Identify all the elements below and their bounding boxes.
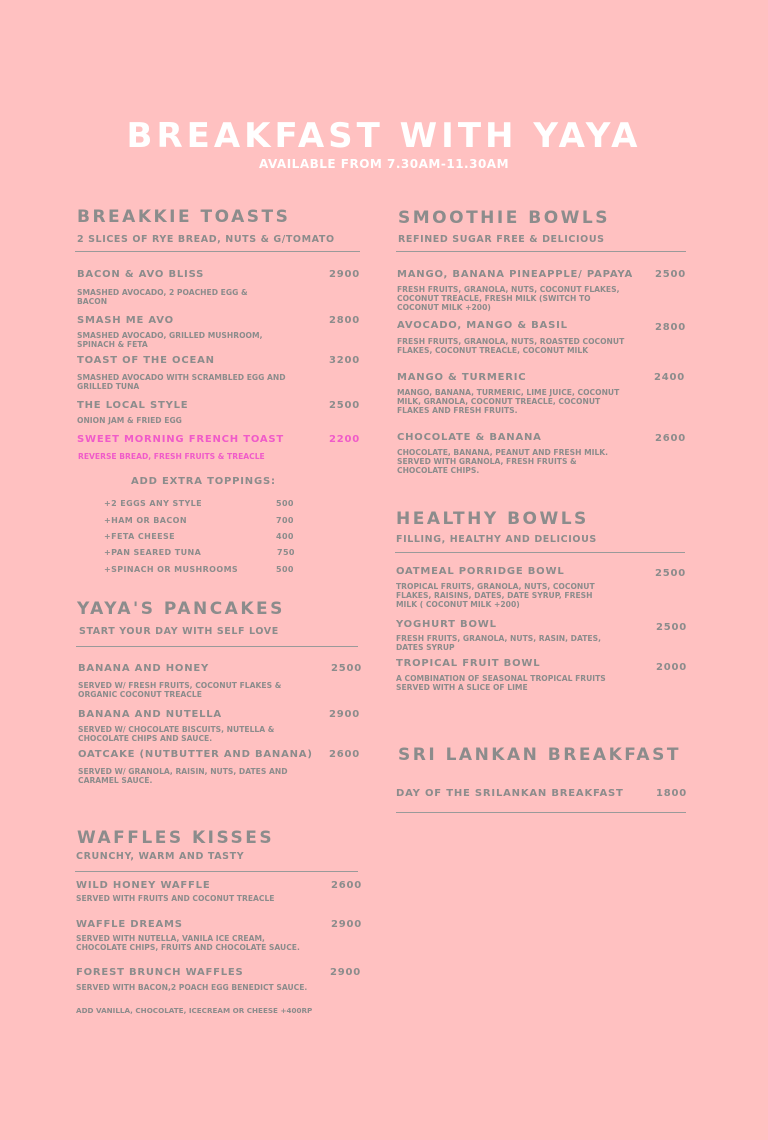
menu-item-price: 2600 bbox=[329, 749, 361, 760]
topping-price: 700 bbox=[276, 516, 294, 525]
section-subtitle-pancakes: START YOUR DAY WITH SELF LOVE bbox=[79, 626, 279, 637]
menu-item-price: 1800 bbox=[656, 788, 688, 799]
menu-item-price: 2900 bbox=[329, 709, 361, 720]
menu-item-name: CHOCOLATE & BANANA bbox=[397, 432, 542, 443]
menu-item-name: TOAST OF THE OCEAN bbox=[77, 355, 215, 366]
section-title-breakkie: BREAKKIE TOASTS bbox=[77, 207, 291, 227]
menu-item-name: BACON & AVO BLISS bbox=[77, 269, 205, 280]
topping-name: +SPINACH OR MUSHROOMS bbox=[104, 565, 239, 574]
menu-item-description: MANGO, BANANA, TURMERIC, LIME JUICE, COCONUT MILK, GRANOLA, COCONUT TREACLE, COCONUT FLAKES AND FRESH FRUITS. bbox=[397, 388, 620, 415]
menu-item-name-featured: SWEET MORNING FRENCH TOAST bbox=[77, 434, 285, 445]
menu-item-description: SERVED W/ CHOCOLATE BISCUITS, NUTELLA & CHOCOLATE CHIPS AND SAUCE. bbox=[78, 725, 275, 743]
topping-price: 500 bbox=[276, 499, 294, 508]
menu-item-price: 3200 bbox=[329, 355, 361, 366]
divider bbox=[75, 871, 358, 872]
toppings-heading: ADD EXTRA TOPPINGS: bbox=[131, 476, 276, 487]
menu-item-description: FRESH FRUITS, GRANOLA, NUTS, ROASTED COCONUT FLAKES, COCONUT TREACLE, COCONUT MILK bbox=[397, 337, 625, 355]
menu-item-price: 2900 bbox=[331, 919, 363, 930]
menu-item-name: YOGHURT BOWL bbox=[396, 619, 497, 630]
menu-item-name: MANGO & TURMERIC bbox=[397, 372, 527, 383]
menu-item-price: 2500 bbox=[656, 622, 688, 633]
menu-item-name: BANANA AND HONEY bbox=[78, 663, 210, 674]
menu-item-name: DAY OF THE SRILANKAN BREAKFAST bbox=[396, 788, 624, 799]
menu-item-description: SERVED WITH FRUITS AND COCONUT TREACLE bbox=[76, 894, 275, 903]
section-title-smoothie: SMOOTHIE BOWLS bbox=[398, 208, 610, 228]
topping-price: 750 bbox=[277, 548, 295, 557]
menu-item-description: CHOCOLATE, BANANA, PEANUT AND FRESH MILK. SERVED WITH GRANOLA, FRESH FRUITS & CHOCOLATE CHIPS. bbox=[397, 448, 609, 475]
menu-item-description: TROPICAL FRUITS, GRANOLA, NUTS, COCONUT FLAKES, RAISINS, DATES, DATE SYRUP, FRESH MILK ( COCONUT MILK +200) bbox=[396, 582, 595, 609]
menu-item-price: 2400 bbox=[654, 372, 686, 383]
topping-name: +FETA CHEESE bbox=[104, 532, 175, 541]
topping-name: +PAN SEARED TUNA bbox=[104, 548, 202, 557]
section-title-srilankan: SRI LANKAN BREAKFAST bbox=[398, 745, 681, 765]
menu-item-description: A COMBINATION OF SEASONAL TROPICAL FRUITS SERVED WITH A SLICE OF LIME bbox=[396, 674, 606, 692]
menu-item-price-featured: 2200 bbox=[329, 434, 361, 445]
menu-title: BREAKFAST WITH YAYA bbox=[126, 116, 642, 156]
divider bbox=[395, 552, 685, 553]
divider bbox=[396, 251, 686, 252]
menu-item-description: SMASHED AVOCADO WITH SCRAMBLED EGG AND GRILLED TUNA bbox=[77, 373, 286, 391]
menu-item-description: SERVED W/ FRESH FRUITS, COCONUT FLAKES & ORGANIC COCONUT TREACLE bbox=[78, 681, 282, 699]
menu-item-name: OATCAKE (NUTBUTTER AND BANANA) bbox=[78, 749, 313, 760]
menu-item-name: AVOCADO, MANGO & BASIL bbox=[397, 320, 568, 331]
menu-item-price: 2500 bbox=[655, 568, 687, 579]
menu-item-price: 2600 bbox=[331, 880, 363, 891]
section-subtitle-smoothie: REFINED SUGAR FREE & DELICIOUS bbox=[398, 234, 605, 245]
menu-item-description: FRESH FRUITS, GRANOLA, NUTS, RASIN, DATES, DATES SYRUP bbox=[396, 634, 601, 652]
topping-name: +2 EGGS ANY STYLE bbox=[104, 499, 203, 508]
menu-item-description-featured: REVERSE BREAD, FRESH FRUITS & TREACLE bbox=[78, 452, 265, 461]
menu-hours: AVAILABLE FROM 7.30AM-11.30AM bbox=[258, 157, 510, 171]
section-title-healthy: HEALTHY BOWLS bbox=[396, 509, 589, 529]
menu-item-price: 2500 bbox=[331, 663, 363, 674]
section-title-pancakes: YAYA'S PANCAKES bbox=[77, 599, 285, 619]
menu-item-description: SERVED WITH BACON,2 POACH EGG BENEDICT SAUCE. bbox=[76, 983, 308, 992]
menu-item-price: 2800 bbox=[655, 322, 687, 333]
menu-item-name: THE LOCAL STYLE bbox=[77, 400, 189, 411]
menu-item-price: 2900 bbox=[330, 967, 362, 978]
menu-item-description: SERVED W/ GRANOLA, RAISIN, NUTS, DATES AND CARAMEL SAUCE. bbox=[78, 767, 288, 785]
divider bbox=[76, 646, 358, 647]
section-subtitle-breakkie: 2 SLICES OF RYE BREAD, NUTS & G/TOMATO bbox=[77, 234, 335, 245]
menu-item-name: OATMEAL PORRIDGE BOWL bbox=[396, 566, 565, 577]
menu-item-price: 2900 bbox=[329, 269, 361, 280]
menu-item-name: WILD HONEY WAFFLE bbox=[76, 880, 211, 891]
divider bbox=[396, 812, 686, 813]
section-subtitle-healthy: FILLING, HEALTHY AND DELICIOUS bbox=[396, 534, 597, 545]
menu-item-description: FRESH FRUITS, GRANOLA, NUTS, COCONUT FLAKES, COCONUT TREACLE, FRESH MILK (SWITCH TO COCONUT MILK +200) bbox=[397, 285, 620, 312]
topping-price: 500 bbox=[276, 565, 294, 574]
menu-item-name: MANGO, BANANA PINEAPPLE/ PAPAYA bbox=[397, 269, 634, 280]
menu-item-description: ONION JAM & FRIED EGG bbox=[77, 416, 182, 425]
divider bbox=[75, 251, 360, 252]
menu-item-description: SMASHED AVOCADO, 2 POACHED EGG & BACON bbox=[77, 288, 248, 306]
menu-item-name: SMASH ME AVO bbox=[77, 315, 174, 326]
menu-item-price: 2800 bbox=[329, 315, 361, 326]
topping-name: +HAM OR BACON bbox=[104, 516, 187, 525]
waffles-addon-note: ADD VANILLA, CHOCOLATE, ICECREAM OR CHEESE +400RP bbox=[76, 1006, 313, 1015]
menu-item-name: TROPICAL FRUIT BOWL bbox=[396, 658, 541, 669]
menu-item-price: 2600 bbox=[655, 433, 687, 444]
section-title-waffles: WAFFLES KISSES bbox=[77, 828, 275, 848]
menu-item-description: SERVED WITH NUTELLA, VANILA ICE CREAM, CHOCOLATE CHIPS, FRUITS AND CHOCOLATE SAUCE. bbox=[76, 934, 300, 952]
menu-item-name: FOREST BRUNCH WAFFLES bbox=[76, 967, 244, 978]
menu-item-price: 2000 bbox=[656, 662, 688, 673]
section-subtitle-waffles: CRUNCHY, WARM AND TASTY bbox=[76, 851, 245, 862]
menu-item-name: BANANA AND NUTELLA bbox=[78, 709, 222, 720]
menu-item-description: SMASHED AVOCADO, GRILLED MUSHROOM, SPINACH & FETA bbox=[77, 331, 263, 349]
menu-item-price: 2500 bbox=[329, 400, 361, 411]
menu-item-price: 2500 bbox=[655, 269, 687, 280]
topping-price: 400 bbox=[276, 532, 294, 541]
menu-item-name: WAFFLE DREAMS bbox=[76, 919, 183, 930]
